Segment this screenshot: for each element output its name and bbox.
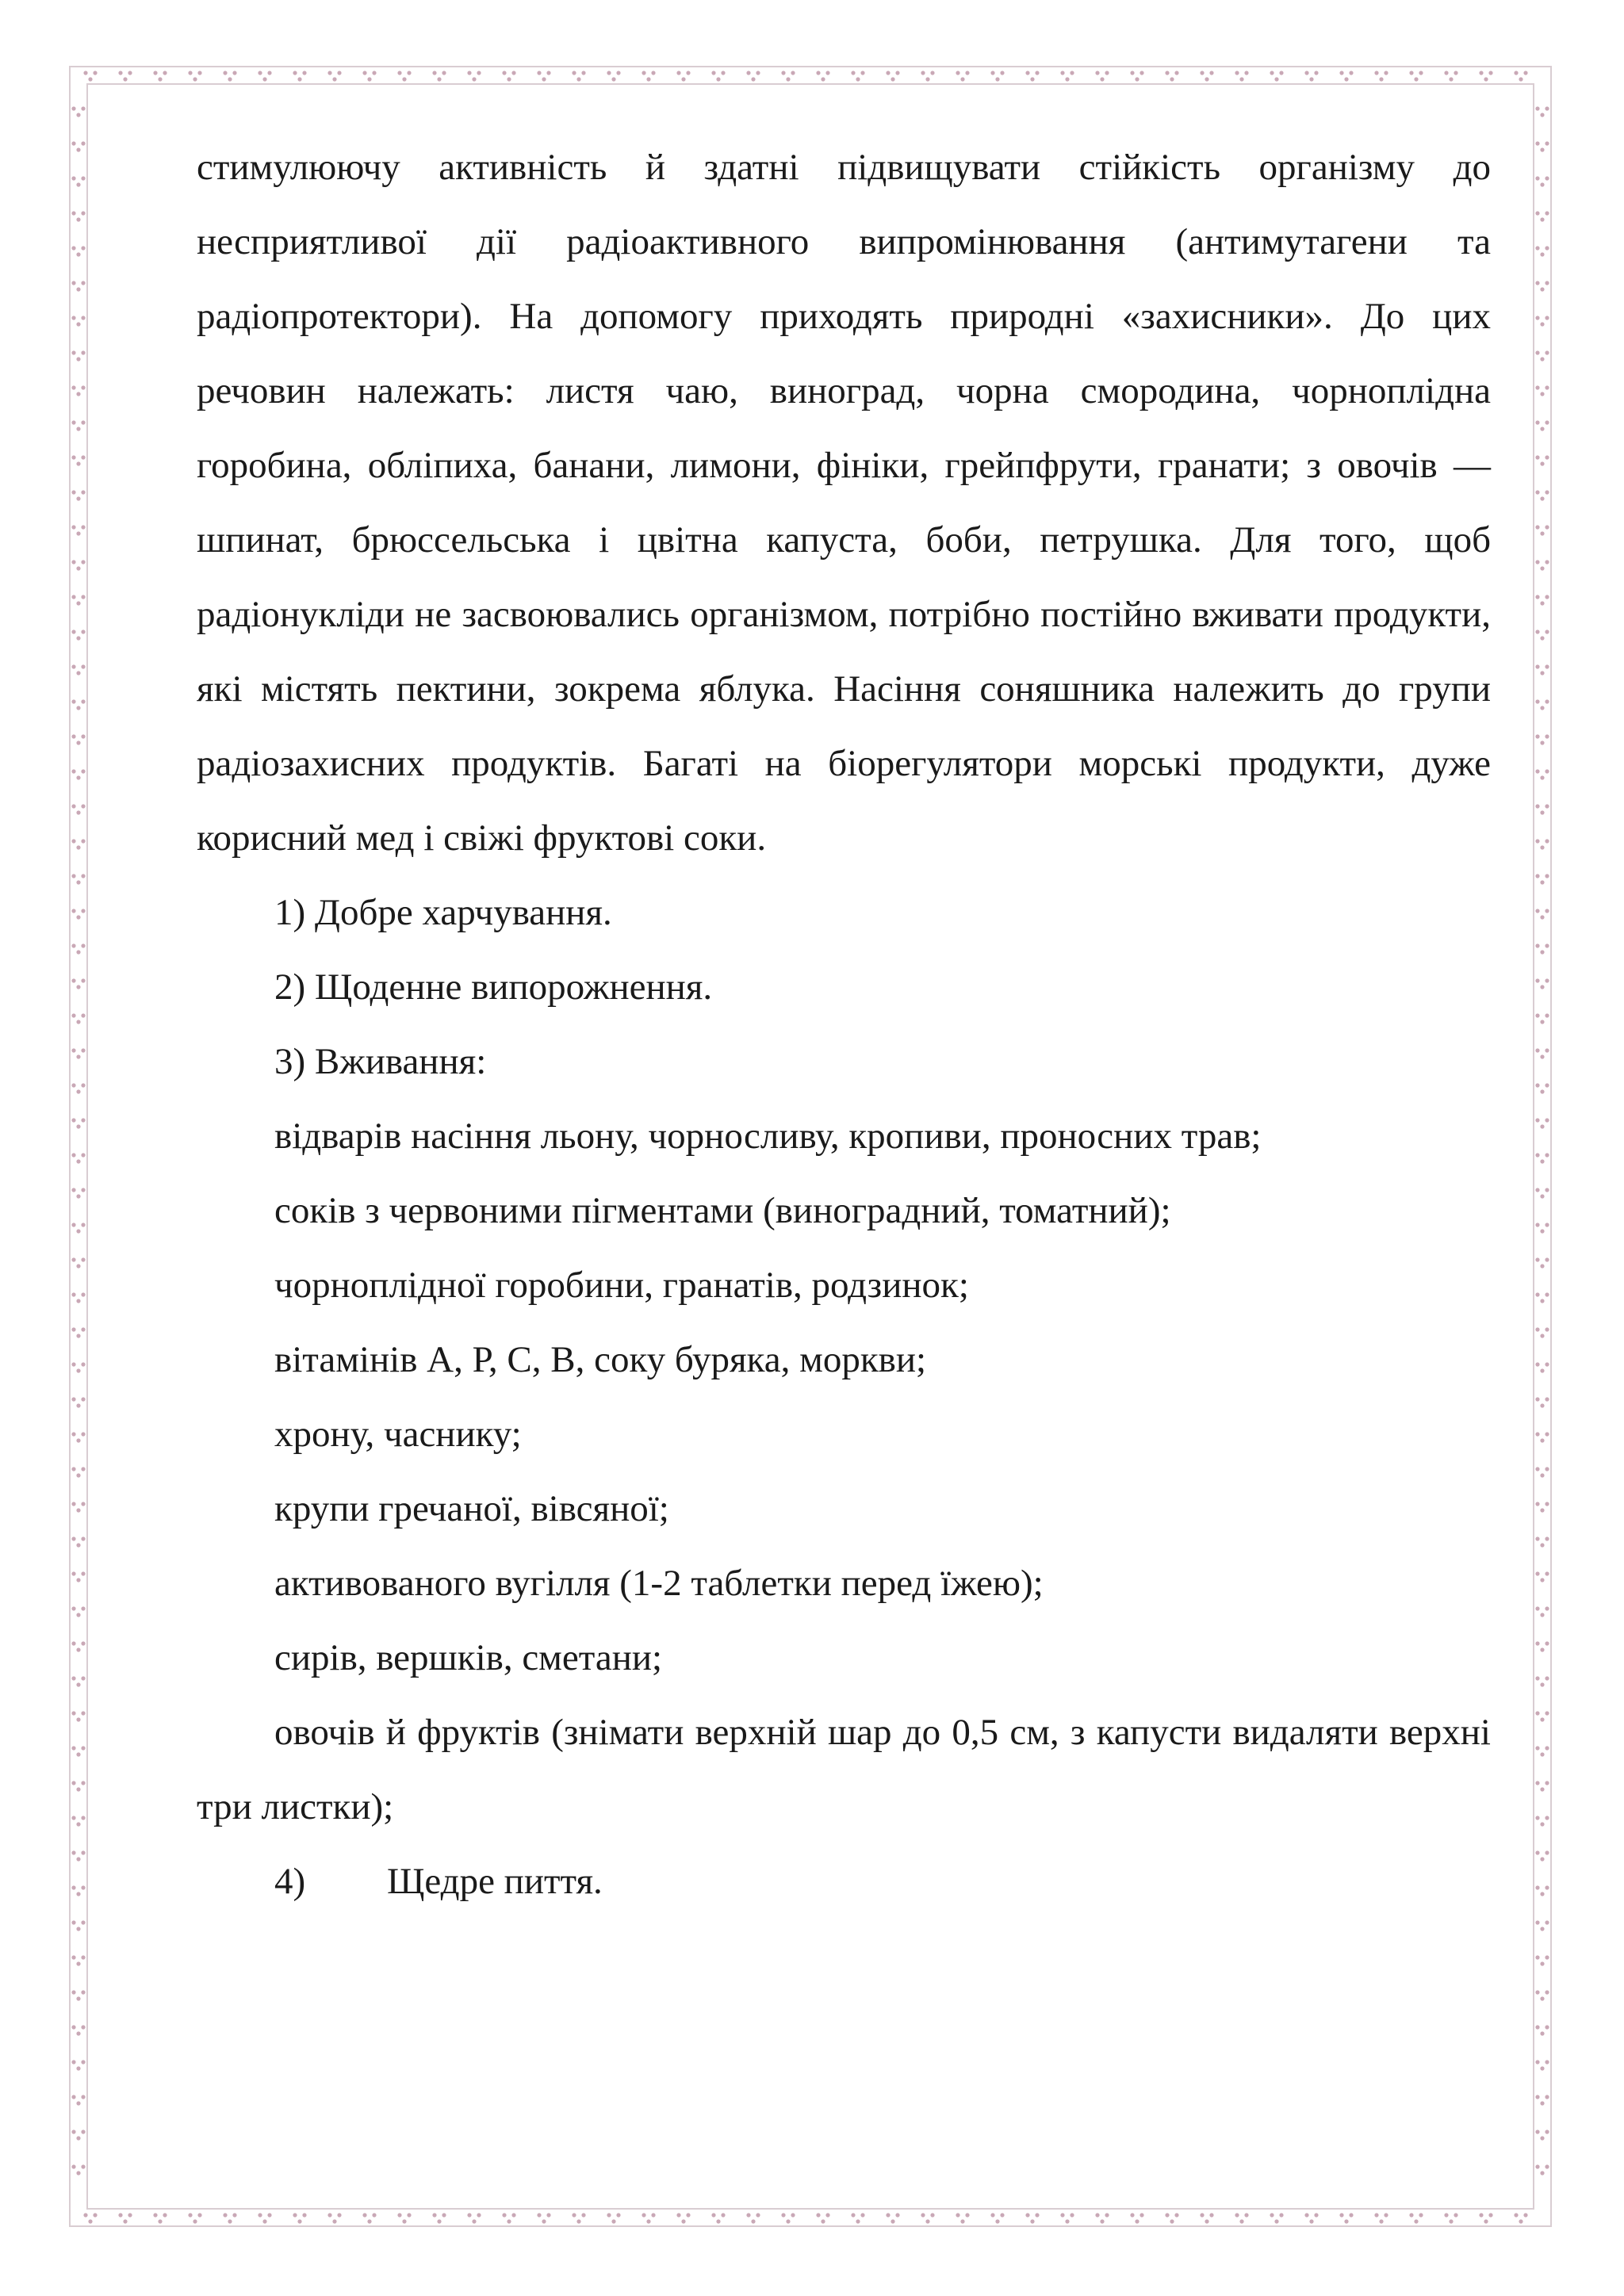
document-body: [197, 130, 1491, 1919]
intro-paragraph: стимулюючу активність й здатні підвищувати стійкість організму до несприятливої дії радіоактивного випромінювання (антимутагени та радіопротектори). На допомогу приходять природні «захисники». До цих речовин належать: листя чаю, виноград, чорна смородина, чорноплідна горобина, обліпиха, банани, лимони, фініки, грейпфрути, гранати; з овочів — шпинат, брюссельська і цвітна капуста, боби, петрушка. Для того, щоб радіонукліди не засвоювались організмом, потрібно постійно вживати продукти, які містять пектини, зокрема яблука. Насіння соняшника належить до групи радіозахисних продуктів. Багаті на біорегулятори морські продукти, дуже корисний мед і свіжі фруктові соки.: [197, 147, 1491, 859]
list-item-4: [197, 1844, 1491, 1919]
sub-item: соків з червоними пігментами (виноградний, томатний);: [274, 1190, 1171, 1231]
list-item-1: 1) Добре харчування.: [274, 892, 612, 933]
sub-item: активованого вугілля (1-2 таблетки перед їжею);: [274, 1563, 1044, 1604]
sub-item: хрону, часнику;: [274, 1414, 522, 1455]
sub-item: вітамінів А, Р, С, В, соку буряка, моркви;: [274, 1339, 927, 1380]
sub-item: чорноплідної горобини, гранатів, родзинок;: [274, 1265, 969, 1306]
list-item-3: 3) Вживання:: [274, 1041, 487, 1082]
list-item-2: 2) Щоденне випорожнення.: [274, 966, 713, 1008]
sub-item: відварів насіння льону, чорносливу, кропиви, проносних трав;: [274, 1115, 1262, 1157]
list-item-4-number: 4): [274, 1861, 306, 1902]
sub-item: сирів, вершків, сметани;: [274, 1637, 663, 1678]
sub-item: овочів й фруктів (знімати верхній шар до 0,5 см, з капусти видаляти верхні три листки);: [197, 1712, 1491, 1827]
list-item-4-text: Щедре пиття.: [387, 1861, 603, 1902]
sub-item: крупи гречаної, вівсяної;: [274, 1488, 669, 1529]
